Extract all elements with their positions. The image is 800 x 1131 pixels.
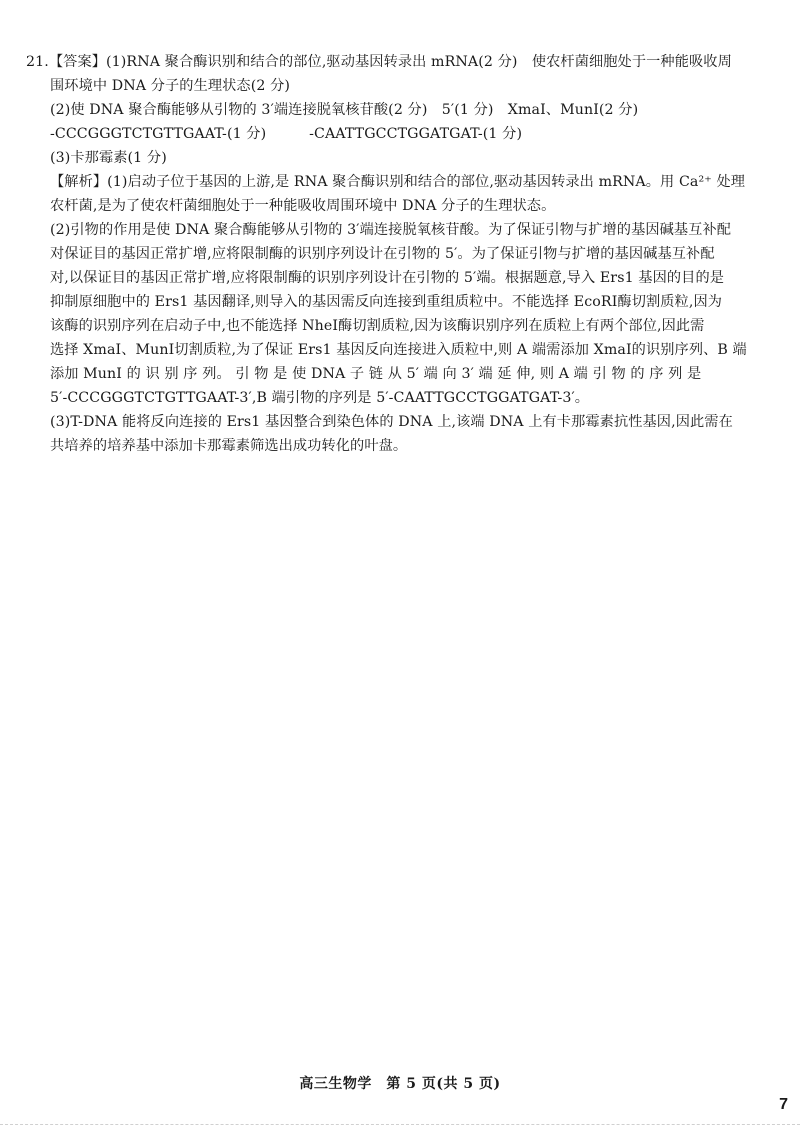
analysis-line-10: 5′-CCCGGGTCTGTTGAAT-3′,B 端引物的序列是 5′-CAATTGCCTGGATGAT-3′。	[50, 390, 590, 406]
answer-content	[26, 50, 770, 458]
answer-line-2: 围环境中 DNA 分子的生理状态(2 分)	[50, 78, 291, 94]
analysis-line-3: (2)引物的作用是使 DNA 聚合酶能够从引物的 3′端连接脱氧核苷酸。为了保证引物与扩增的基因碱基互补配	[50, 222, 732, 238]
analysis-line-4: 对保证目的基因正常扩增,应将限制酶的识别序列设计在引物的 5′。为了保证引物与扩增的基因碱基互补配	[50, 246, 715, 262]
page-footer: 高三生物学 第 5 页(共 5 页)	[299, 1076, 501, 1092]
answer-line-5: (3)卡那霉素(1 分)	[50, 150, 167, 166]
analysis-line-1: 【解析】(1)启动子位于基因的上游,是 RNA 聚合酶识别和结合的部位,驱动基因转录出 mRNA。用 Ca²⁺ 处理	[50, 174, 746, 190]
analysis-line-12: 共培养的培养基中添加卡那霉素筛选出成功转化的叶盘。	[50, 438, 408, 454]
analysis-line-9: 添加 MunⅠ 的 识 别 序 列。 引 物 是 使 DNA 子 链 从 5′ 端 向 3′ 端 延 伸, 则 A 端 引 物 的 序 列 是	[50, 366, 702, 382]
analysis-line-2: 农杆菌,是为了使农杆菌细胞处于一种能吸收周围环境中 DNA 分子的生理状态。	[50, 198, 556, 214]
analysis-line-5: 对,以保证目的基因正常扩增,应将限制酶的识别序列设计在引物的 5′端。根据题意,导入 Ers1 基因的目的是	[50, 270, 725, 286]
analysis-line-11: (3)T-DNA 能将反向连接的 Ers1 基因整合到染色体的 DNA 上,该端 DNA 上有卡那霉素抗性基因,因此需在	[50, 414, 733, 430]
answer-line-3: (2)使 DNA 聚合酶能够从引物的 3′端连接脱氧核苷酸(2 分) 5′(1 分) XmaⅠ、MunⅠ(2 分)	[50, 102, 639, 118]
analysis-line-7: 该酶的识别序列在启动子中,也不能选择 NheⅠ酶切割质粒,因为该酶识别序列在质粒上有两个部位,因此需	[50, 318, 705, 334]
bottom-divider	[0, 1124, 800, 1125]
analysis-line-8: 选择 XmaⅠ、MunⅠ切割质粒,为了保证 Ers1 基因反向连接进入质粒中,则 A 端需添加 XmaⅠ的识别序列、B 端	[50, 342, 747, 358]
page-number: 7	[779, 1096, 788, 1113]
answer-line-4: -CCCGGGTCTGTTGAAT-(1 分) -CAATTGCCTGGATGAT-(1 分)	[50, 126, 523, 142]
answer-line-1: 21.【答案】(1)RNA 聚合酶识别和结合的部位,驱动基因转录出 mRNA(2 分) 使农杆菌细胞处于一种能吸收周	[26, 54, 732, 70]
analysis-line-6: 抑制原细胞中的 Ers1 基因翻译,则导入的基因需反向连接到重组质粒中。不能选择 EcoRⅠ酶切割质粒,因为	[50, 294, 723, 310]
